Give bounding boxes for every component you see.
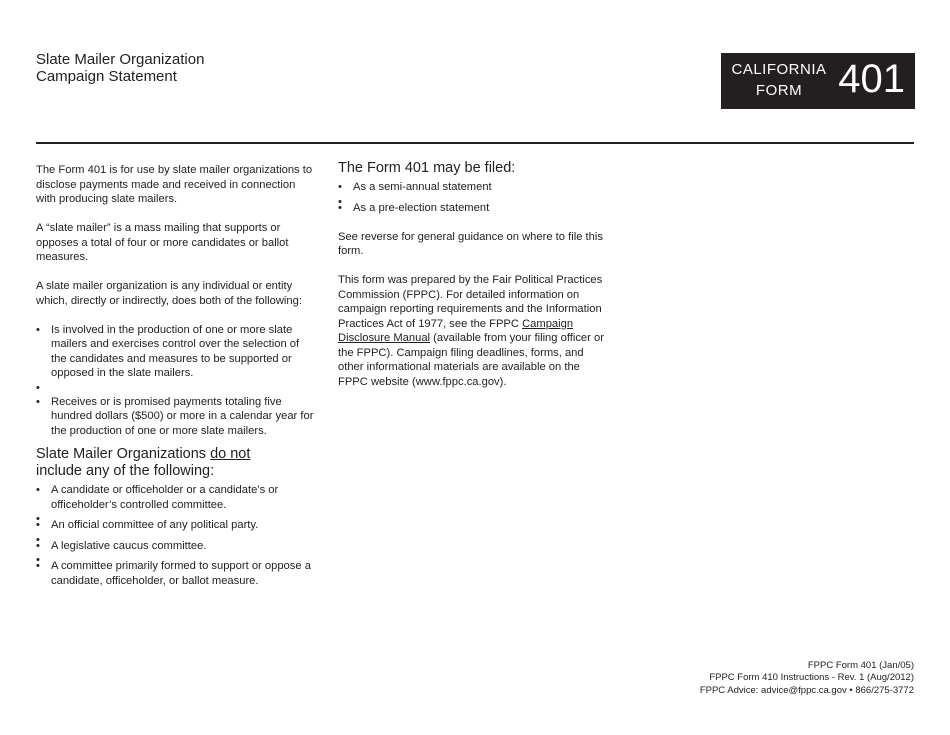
badge-form-number: 401 xyxy=(838,57,905,101)
header-divider xyxy=(36,142,914,144)
list-item: • Receives or is promised payments totaling five hundred dollars ($500) or more in a calendar year for the production of one or more slate mailers. xyxy=(36,395,314,439)
list-item: • A legislative caucus committee. xyxy=(36,539,314,554)
list-item: • A committee primarily formed to support or oppose a candidate, officeholder, or ballot measure. xyxy=(36,559,314,588)
title-line-1: Slate Mailer Organization xyxy=(36,51,205,68)
page-title xyxy=(36,51,204,85)
fppc-info-paragraph xyxy=(338,273,608,389)
exclusions-list xyxy=(36,483,314,588)
badge-state-line-1: CALIFORNIA xyxy=(731,61,827,78)
campaign-disclosure-manual-link[interactable]: Campaign Disclosure Manual xyxy=(338,317,574,344)
exclusions-heading xyxy=(36,446,314,480)
list-item: • A candidate or officeholder or a candidate’s or officeholder’s controlled committee. xyxy=(36,483,314,512)
badge-state-label xyxy=(727,59,831,101)
list-item: • As a semi-annual statement xyxy=(338,180,608,195)
filing-options-list xyxy=(338,180,608,215)
form-number-badge xyxy=(721,53,915,109)
exclusions-heading-emphasis: do not xyxy=(210,446,251,462)
fppc-info-part2: (available from your filing officer or the FPPC). Campaign filing deadlines, forms, and other informational materials are available on the FPPC website (www.fppc.ca.gov). xyxy=(338,332,604,388)
slate-mailer-definition: A “slate mailer” is a mass mailing that supports or opposes a total of four or more candidates or ballot measures. xyxy=(36,222,289,263)
exclusions-heading-part2: include any of the following: xyxy=(36,463,215,479)
intro-paragraph: The Form 401 is for use by slate mailer organizations to disclose payments made and received in connection with producing slate mailers. xyxy=(36,164,313,205)
fppc-info-part1: This form was prepared by the Fair Political Practices Commission (FPPC). For detailed information on campaign reporting requirements and the Information Practices Act of 1977, see the FPPC xyxy=(338,274,603,330)
organization-definition: A slate mailer organization is any individual or entity which, directly or indirectly, does both of the following: xyxy=(36,280,302,307)
middle-column xyxy=(338,160,608,389)
title-line-2: Campaign Statement xyxy=(36,68,177,85)
filing-heading: The Form 401 may be filed: xyxy=(338,160,516,176)
left-column xyxy=(36,163,314,588)
list-item: • An official committee of any political party. xyxy=(36,518,314,533)
reverse-note: See reverse for general guidance on where to file this form. xyxy=(338,230,603,257)
exclusions-heading-part1: Slate Mailer Organizations xyxy=(36,446,211,462)
footer-line-2: FPPC Form 410 Instructions - Rev. 1 (Aug/2012) xyxy=(709,672,914,684)
criteria-list xyxy=(36,323,314,439)
form-footer xyxy=(700,660,914,697)
list-item: • As a pre-election statement xyxy=(338,201,608,216)
footer-line-1: FPPC Form 401 (Jan/05) xyxy=(807,660,914,671)
badge-state-line-2: FORM xyxy=(755,82,803,99)
list-item: • Is involved in the production of one or more slate mailers and exercises control over the selection of the candidates and measures to be supported or opposed in the slate mailers. xyxy=(36,323,314,381)
footer-line-3: FPPC Advice: advice@fppc.ca.gov • 866/275-3772 xyxy=(699,684,914,696)
